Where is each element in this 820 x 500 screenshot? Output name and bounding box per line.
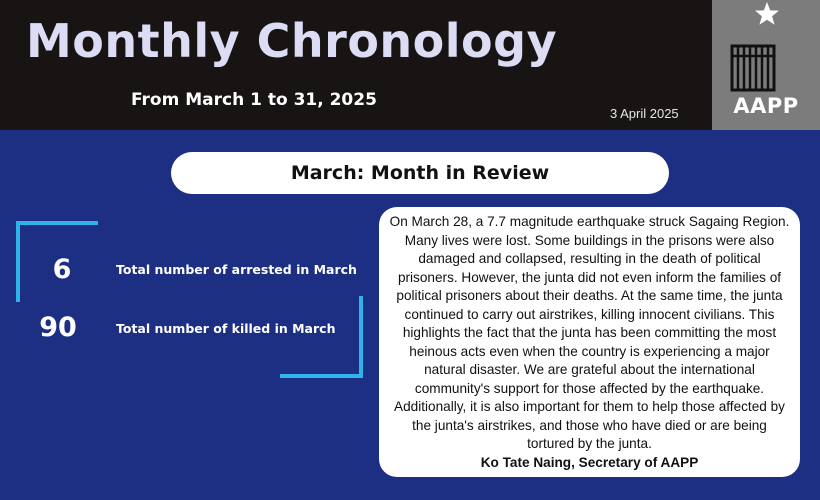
month-review-label: March: Month in Review: [290, 162, 550, 184]
publish-date: 3 April 2025: [610, 106, 679, 121]
logo-text: AAPP: [733, 94, 799, 118]
arrested-label: Total number of arrested in March: [116, 262, 357, 277]
arrested-count: 6: [52, 254, 72, 285]
stats-bracket-bottom-right: [280, 296, 363, 378]
month-review-heading: [171, 152, 669, 194]
secretary-statement-card: [379, 207, 800, 477]
statement-signature: Ko Tate Naing, Secretary of AAPP: [480, 454, 699, 470]
date-range-subtitle: From March 1 to 31, 2025: [131, 90, 377, 110]
killed-label: Total number of killed in March: [116, 321, 336, 336]
aapp-logo: [712, 0, 820, 130]
statement-text: On March 28, a 7.7 magnitude earthquake struck Sagaing Region. Many lives were lost. Some buildings in the prisons were also damaged and collapsed, resulting in the death of political prisoners. However, the junta did not even inform the families of political prisoners about their deaths. At the same time, the junta continued to carry out airstrikes, killing innocent civilians. This highlights the fact that the junta has been committing the most heinous acts even when the country is experiencing a major natural disaster. We are grateful about the international community's support for those affected by the earthquake. Additionally, it is also important for them to help those affected by the junta's airstrikes, and those who have died or are being tortured by the junta.: [389, 214, 790, 451]
header-banner: [0, 0, 820, 130]
killed-count: 90: [39, 312, 77, 343]
page-title: Monthly Chronology: [26, 14, 558, 68]
